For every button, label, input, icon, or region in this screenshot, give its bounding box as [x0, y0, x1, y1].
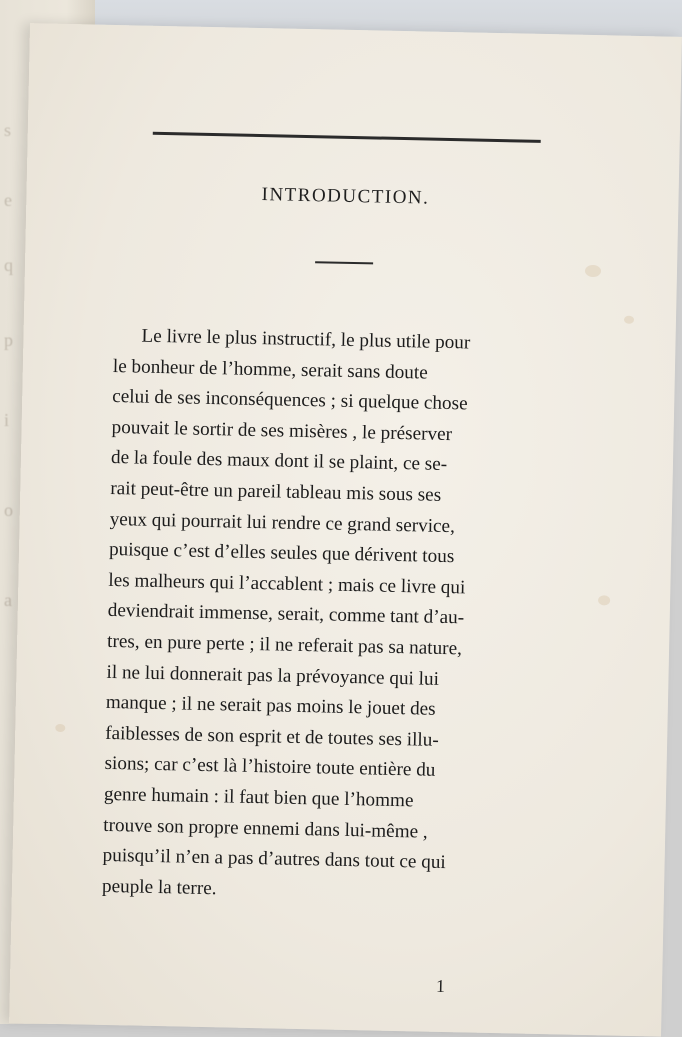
text-line: peuple la terre.: [101, 875, 217, 899]
bleed-through-mark: q: [4, 255, 13, 275]
text-line: genre humain : il faut bien que l’homme: [103, 783, 414, 812]
heading-divider: [315, 261, 373, 264]
text-line: tres, en pure perte ; il ne referait pas sa nature,: [106, 630, 463, 660]
text-line: pouvait le sortir de ses misères , le préserver: [111, 416, 453, 445]
bleed-through-mark: a: [4, 590, 12, 610]
text-line: les malheurs qui l’accablent ; mais ce livre qui: [108, 569, 466, 599]
text-line: il ne lui donnerait pas la prévoyance qui lui: [106, 661, 440, 690]
bleed-through-mark: p: [4, 330, 13, 350]
text-line: puisqu’il n’en a pas d’autres dans tout ce qui: [102, 844, 446, 874]
text-line: de la foule des maux dont il se plaint, ce se-: [110, 447, 448, 476]
text-line: yeux qui pourrait lui rendre ce grand service,: [109, 508, 456, 537]
body-paragraph: [102, 321, 552, 911]
text-line: faiblesses de son esprit et de toutes ses illu-: [105, 722, 439, 751]
bleed-through-mark: i: [4, 410, 10, 430]
text-line: trouve son propre ennemi dans lui-même ,: [103, 814, 428, 843]
book-page: [9, 23, 682, 1036]
bleed-through-mark: s: [4, 120, 12, 140]
bleed-through-mark: e: [4, 190, 12, 210]
chapter-heading: INTRODUCTION.: [261, 184, 430, 209]
foxing-stain: [624, 316, 634, 324]
text-line: rait peut-être un pareil tableau mis sous ses: [110, 477, 442, 506]
header-rule: [153, 132, 541, 143]
text-line: le bonheur de l’homme, serait sans doute: [112, 355, 428, 384]
foxing-stain: [55, 724, 65, 732]
page-number: 1: [435, 975, 446, 997]
text-line: manque ; il ne serait pas moins le jouet des: [105, 692, 436, 720]
text-line: celui de ses inconséquences ; si quelque chose: [112, 386, 468, 415]
text-line: deviendrait immense, serait, comme tant d’au-: [107, 600, 465, 629]
text-line: sions; car c’est là l’histoire toute entière du: [104, 753, 436, 782]
foxing-stain: [585, 265, 601, 277]
foxing-stain: [598, 595, 610, 605]
text-line: Le livre le plus instructif, le plus utile pour: [141, 325, 471, 354]
bleed-through-mark: o: [4, 500, 13, 520]
text-line: puisque c’est d’elles seules que dérivent tous: [108, 539, 455, 568]
